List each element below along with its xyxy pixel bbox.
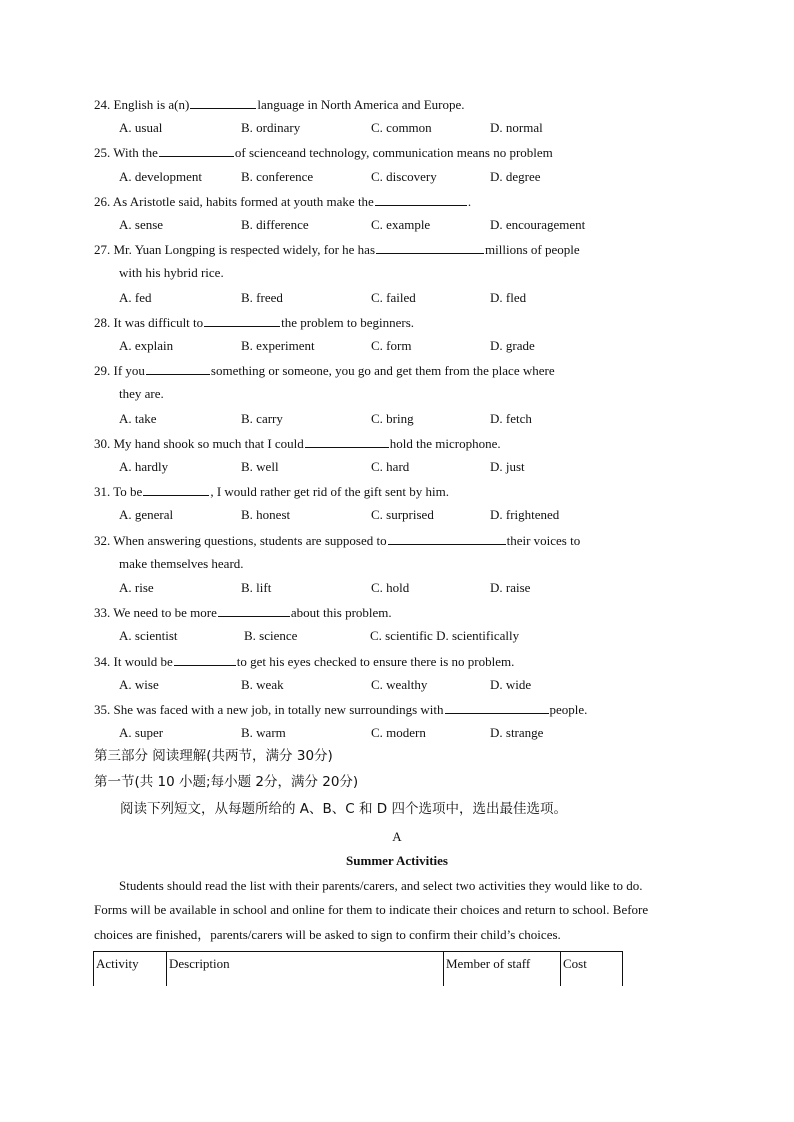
question-28 (94, 314, 414, 331)
question-text-before-blank: We need to be more (113, 605, 217, 621)
option-c: C. bring (371, 410, 414, 426)
option-d: D. frightened (490, 507, 560, 523)
question-32 (94, 532, 580, 549)
question-number: 30. (94, 435, 111, 451)
question-text-before-blank: To be (113, 484, 143, 500)
question-number: 33. (94, 605, 111, 621)
answer-blank (376, 241, 484, 254)
option-c: C. modern (371, 725, 426, 741)
question-text-before-blank: It was difficult to (113, 314, 204, 330)
table-header-row (94, 952, 623, 987)
answer-blank (174, 653, 236, 666)
question-text-before-blank: English is a(n) (113, 97, 190, 112)
question-27 (94, 241, 580, 258)
subsection-title: 第一节(共 10 小题;每小题 2分，满分 20分) (94, 774, 359, 790)
option-d: D. degree (490, 168, 541, 184)
question-text-after-blank: the problem to beginners. (281, 314, 415, 330)
option-a: A. take (119, 410, 157, 426)
question-text-before-blank: Mr. Yuan Longping is respected widely, for he has (113, 242, 376, 258)
option-b: B. difference (241, 217, 309, 232)
option-a: A. wise (119, 676, 159, 692)
option-d: D. raise (490, 580, 531, 595)
answer-blank (159, 144, 234, 157)
option-b: B. lift (241, 580, 272, 595)
option-a: A. scientist (119, 628, 178, 644)
answer-blank (388, 532, 506, 545)
option-c: C. hold (371, 580, 410, 595)
answer-blank (190, 96, 256, 109)
paragraph-line: choices are finished，parents/carers will be asked to sign to confirm their child’s choices. (94, 927, 561, 942)
question-continuation: they are. (119, 386, 164, 402)
passage-title: Summer Activities (346, 853, 448, 868)
question-text-after-blank: millions of people (485, 242, 580, 258)
question-30 (94, 435, 501, 452)
option-c: C. form (371, 338, 412, 353)
option-c: C. common (371, 120, 432, 136)
question-34 (94, 653, 514, 670)
option-b: B. conference (241, 168, 314, 184)
header-description: Description (167, 952, 444, 987)
question-continuation: with his hybrid rice. (119, 265, 224, 281)
question-31 (94, 483, 449, 500)
answer-blank (305, 435, 389, 448)
option-b: B. ordinary (241, 120, 301, 136)
activities-table (93, 951, 623, 986)
section-title: 第三部分 阅读理解(共两节，满分 30分) (94, 748, 333, 764)
instructions: 阅读下列短文，从每题所给的 A、B、C 和 D 四个选项中，选出最佳选项。 (120, 801, 567, 817)
option-b: B. warm (241, 725, 286, 741)
passage-letter: A (392, 829, 402, 844)
question-continuation: make themselves heard. (119, 555, 244, 571)
question-text-after-blank: hold the microphone. (389, 435, 501, 451)
option-a: A. fed (119, 289, 152, 305)
question-text-after-blank: something or someone, you go and get them from the place where (210, 363, 555, 379)
option-a: A. hardly (119, 459, 169, 474)
option-c: C. hard (371, 459, 410, 474)
option-d: D. strange (490, 725, 544, 741)
option-d: D. grade (490, 338, 535, 353)
paragraph-line: Students should read the list with their parents/carers, and select two activities they would like to do. (119, 878, 643, 893)
option-a: A. super (119, 725, 164, 741)
option-b: B. weak (241, 676, 284, 692)
option-a: A. sense (119, 217, 164, 232)
answer-blank (143, 483, 209, 496)
option-d: D. normal (490, 120, 543, 136)
option-a: A. development (119, 168, 203, 184)
option-b: B. well (241, 459, 279, 474)
question-text-after-blank: to get his eyes checked to ensure there is no problem. (236, 653, 515, 669)
option-b: B. freed (241, 289, 283, 305)
question-number: 32. (94, 532, 111, 548)
question-number: 26. (94, 193, 111, 209)
option-d: D. encouragement (490, 217, 586, 232)
question-text-before-blank: When answering questions, students are supposed to (113, 532, 387, 548)
question-29 (94, 362, 555, 379)
answer-blank (146, 362, 210, 375)
option-a: A. general (119, 507, 174, 523)
question-text-before-blank: My hand shook so much that I could (113, 435, 304, 451)
question-text-after-blank: their voices to (506, 532, 581, 548)
option-c: C. discovery (371, 168, 437, 184)
option-c: C. surprised (371, 507, 434, 523)
header-cost: Cost (561, 952, 623, 987)
question-text-before-blank: With the (113, 145, 158, 161)
question-text-before-blank: She was faced with a new job, in totally new surroundings with (113, 702, 444, 717)
option-b: B. carry (241, 410, 283, 426)
question-text-before-blank: If you (113, 363, 145, 379)
question-number: 25. (94, 145, 111, 161)
answer-blank (204, 314, 280, 327)
option-b: B. honest (241, 507, 291, 523)
question-number: 35. (94, 702, 111, 717)
question-text-before-blank: It would be (113, 653, 173, 669)
option-b: B. experiment (241, 338, 315, 353)
paragraph-line: Forms will be available in school and online for them to indicate their choices and return to school. Before (94, 902, 649, 917)
answer-blank (445, 701, 549, 714)
question-25 (94, 144, 553, 161)
header-activity: Activity (94, 952, 167, 987)
question-text-after-blank: language in North America and Europe. (257, 97, 465, 112)
question-number: 29. (94, 363, 111, 379)
answer-blank (375, 193, 467, 206)
option-a: A. explain (119, 338, 174, 353)
question-text-after-blank: of scienceand technology, communication means no problem (234, 145, 553, 161)
question-text-before-blank: As Aristotle said, habits formed at youth make the (112, 193, 374, 209)
option-c: C. wealthy (371, 676, 428, 692)
option-d: D. just (490, 459, 525, 474)
option-d: D. fetch (490, 410, 532, 426)
question-number: 27. (94, 242, 111, 258)
option-c: C. failed (371, 289, 416, 305)
question-number: 31. (94, 484, 111, 500)
option-d: D. fled (490, 289, 527, 305)
question-26 (94, 193, 471, 210)
question-number: 28. (94, 314, 111, 330)
question-number: 24. (94, 97, 111, 112)
option-a: A. rise (119, 580, 154, 595)
question-24 (94, 96, 465, 113)
option-d: D. wide (490, 676, 532, 692)
question-33 (94, 604, 392, 621)
option-b: B. science (244, 628, 298, 644)
question-text-after-blank: about this problem. (290, 605, 392, 621)
answer-blank (218, 604, 290, 617)
option-c: C. scientific D. scientifically (370, 628, 520, 644)
question-text-after-blank: . (467, 193, 472, 209)
option-a: A. usual (119, 120, 163, 136)
question-35 (94, 701, 587, 718)
question-text-after-blank: people. (549, 702, 588, 717)
header-member-of-staff: Member of staff (444, 952, 561, 987)
option-c: C. example (371, 217, 431, 232)
question-text-after-blank: , I would rather get rid of the gift sent by him. (210, 484, 449, 500)
question-number: 34. (94, 653, 111, 669)
